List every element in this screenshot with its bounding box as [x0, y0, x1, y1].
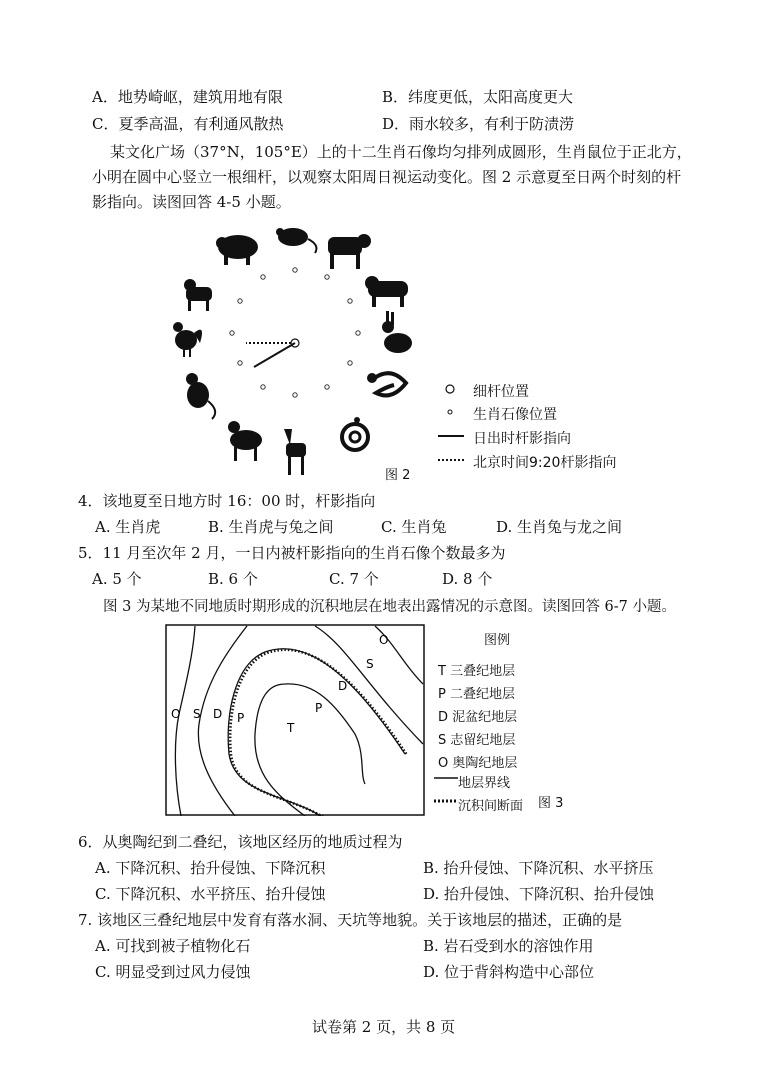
q5-option-c: C. 7 个 — [329, 570, 379, 588]
q6-option-b: B. 抬升侵蚀、下降沉积、水平挤压 — [423, 859, 654, 877]
passage1-line3: 影指向。读图回答 4-5 小题。 — [92, 193, 291, 211]
page-footer: 试卷第 2 页，共 8 页 — [312, 1018, 456, 1036]
legend-beijing-label: 北京时间9:20杆影指向 — [473, 455, 617, 471]
q6-option-a: A. 下降沉积、抬升侵蚀、下降沉积 — [95, 859, 326, 877]
q3-option-a: A．地势崎岖，建筑用地有限 — [92, 88, 283, 106]
passage1-line1: 某文化广场（37°N，105°E）上的十二生肖石像均匀排列成圆形，生肖鼠位于正北方， — [110, 143, 692, 161]
label-d-left: D — [213, 707, 223, 721]
zodiac-snake-icon — [342, 417, 368, 450]
zodiac-dragon-icon — [367, 373, 406, 395]
q4-option-b: B. 生肖虎与兔之间 — [208, 518, 334, 536]
q4-stem: 4．该地夏至日地方时 16：00 时，杆影指向 — [78, 492, 376, 510]
label-s-left: S — [193, 707, 201, 721]
zodiac-icons — [173, 228, 412, 475]
q7-option-a: A. 可找到被子植物化石 — [95, 937, 251, 955]
q7-stem: 7. 该地区三叠纪地层中发育有落水洞、天坑等地貌。关于该地层的描述，正确的是 — [78, 911, 623, 929]
sunrise-shadow-line — [254, 343, 295, 367]
zodiac-ox-icon — [328, 234, 371, 269]
zodiac-tiger-icon — [365, 276, 408, 307]
zodiac-dog-icon — [184, 279, 212, 311]
legend-d: D 泥盆纪地层 — [438, 710, 518, 725]
label-s-right: S — [366, 657, 374, 671]
zodiac-monkey-icon — [186, 373, 215, 419]
figure3-legend-title: 图例 — [484, 633, 511, 648]
legend-boundary: 地层界线 — [458, 776, 511, 791]
q7-option-b: B. 岩石受到水的溶蚀作用 — [423, 937, 594, 955]
q6-stem: 6．从奥陶纪到二叠纪，该地区经历的地质过程为 — [78, 833, 403, 851]
label-d-right: D — [338, 679, 348, 693]
legend-p: P 二叠纪地层 — [438, 687, 515, 702]
label-t: T — [287, 721, 295, 735]
figure3-map — [165, 624, 425, 816]
q4-option-c: C. 生肖兔 — [381, 518, 447, 536]
q4-option-d: D. 生肖兔与龙之间 — [496, 518, 623, 536]
legend-statue-symbol — [448, 410, 452, 414]
legend-t: T 三叠纪地层 — [438, 664, 516, 679]
q3-option-c: C．夏季高温，有利通风散热 — [92, 115, 284, 133]
q3-option-d: D．雨水较多，有利于防渍涝 — [382, 115, 575, 133]
legend-pole-symbol — [446, 385, 454, 393]
label-o-right: O — [379, 633, 389, 647]
zodiac-rooster-icon — [173, 322, 202, 357]
zodiac-horse-icon — [284, 429, 306, 475]
passage1-line2: 小明在圆中心竖立一根细杆，以观察太阳周日视运动变化。图 2 示意夏至日两个时刻的杆 — [92, 168, 682, 186]
legend-sunrise-label: 日出时杆影指向 — [473, 431, 571, 447]
zodiac-pig-icon — [216, 235, 258, 265]
legend-break: 沉积间断面 — [458, 799, 524, 814]
label-o-left: O — [171, 707, 181, 721]
q7-option-c: C. 明显受到过风力侵蚀 — [95, 963, 251, 981]
label-p-right: P — [315, 701, 323, 715]
passage2: 图 3 为某地不同地质时期形成的沉积地层在地表出露情况的示意图。读图回答 6-7 小题。 — [103, 599, 677, 615]
legend-statue-label: 生肖石像位置 — [473, 407, 557, 423]
zodiac-rat-icon — [276, 228, 316, 253]
label-p-left: P — [237, 711, 245, 725]
figure3-caption: 图 3 — [538, 796, 564, 811]
legend-pole-label: 细杆位置 — [473, 384, 529, 400]
zodiac-rabbit-icon — [382, 311, 412, 353]
q7-option-d: D. 位于背斜构造中心部位 — [423, 963, 595, 981]
q5-option-a: A. 5 个 — [92, 570, 142, 588]
q5-option-d: D. 8 个 — [442, 570, 493, 588]
q6-option-c: C. 下降沉积、水平挤压、抬升侵蚀 — [95, 885, 326, 903]
q5-option-b: B. 6 个 — [208, 570, 258, 588]
zodiac-sheep-icon — [228, 421, 262, 461]
statue-positions — [230, 268, 360, 397]
q3-option-b: B．纬度更低，太阳高度更大 — [382, 88, 574, 106]
legend-o: O 奥陶纪地层 — [438, 756, 518, 771]
q5-stem: 5．11 月至次年 2 月，一日内被杆影指向的生肖石像个数最多为 — [78, 544, 506, 562]
q6-option-d: D. 抬升侵蚀、下降沉积、抬升侵蚀 — [423, 885, 655, 903]
q4-option-a: A. 生肖虎 — [95, 518, 161, 536]
figure2-caption: 图 2 — [385, 468, 411, 483]
legend-s: S 志留纪地层 — [438, 733, 516, 748]
